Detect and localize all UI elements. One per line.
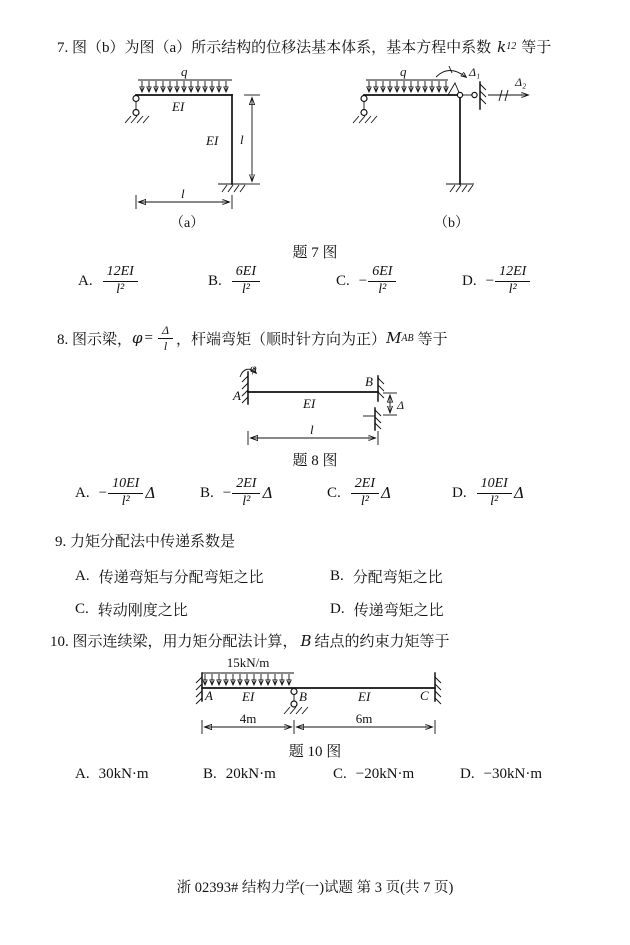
fig-b-caption: （b） <box>434 216 469 231</box>
q7-option-c-denominator: l² <box>378 281 387 297</box>
q10-option-d-letter: D. <box>460 766 475 782</box>
q9-option-c-letter: C. <box>75 601 89 617</box>
q8-option-a-denominator: l² <box>121 493 130 509</box>
fig8-phi-label: φ <box>250 361 257 375</box>
q9-option-a-text: 传递弯矩与分配弯矩之比 <box>98 570 264 586</box>
q8-option-a-sign: − <box>98 484 108 501</box>
q7-figure-b <box>342 64 552 234</box>
fig-b-link-support <box>457 82 486 109</box>
q8-figure-caption: 题 8 图 <box>292 453 338 469</box>
fig-b-delta2-label: Δ₂ <box>515 75 527 89</box>
fig8-span-dimension <box>248 422 378 445</box>
q9-option-a-letter: A. <box>75 568 90 584</box>
fig-a-load-label: q <box>181 64 188 79</box>
q8-option-d-delta: Δ <box>513 484 525 503</box>
fig-b-delta2-arrow <box>488 90 528 101</box>
q10-option-a <box>75 766 149 783</box>
q9-option-c <box>75 599 188 620</box>
q8-option-d <box>452 477 525 509</box>
q8-stem <box>57 324 448 352</box>
q7-option-b-fraction <box>232 265 260 297</box>
q8-option-c-fraction <box>351 477 379 509</box>
q7-option-c-numerator: 6EI <box>368 265 396 282</box>
q7-k-symbol: k <box>497 37 507 56</box>
q7-option-b-numerator: 6EI <box>232 265 260 282</box>
q8-option-a-delta: Δ <box>145 484 157 503</box>
q10-option-d-text: −30kN·m <box>483 766 543 782</box>
q7-option-c-sign: − <box>358 272 368 289</box>
q7-option-a-letter: A. <box>78 272 93 289</box>
fig10-distributed-load <box>202 673 294 685</box>
q8-option-a <box>75 477 156 509</box>
fig-b-left-support <box>353 96 377 124</box>
q8-phi-symbol: φ <box>132 329 143 348</box>
q7-option-d-numerator: 12EI <box>495 265 530 282</box>
q10-option-b <box>203 766 276 783</box>
q7-option-c <box>336 265 396 297</box>
q8-m-symbol: M <box>386 329 402 348</box>
q8-option-d-letter: D. <box>452 484 467 501</box>
q8-option-b-denominator: l² <box>242 493 251 509</box>
q10-option-d <box>460 766 542 783</box>
q10-option-b-letter: B. <box>203 766 217 782</box>
q10-option-c-letter: C. <box>333 766 347 782</box>
q7-option-c-letter: C. <box>336 272 350 289</box>
q8-option-d-numerator: 10EI <box>477 477 512 494</box>
q10-figure <box>192 655 447 743</box>
q10-figure-caption: 题 10 图 <box>288 744 342 760</box>
fig-a-beam-ei-label: EI <box>172 99 185 114</box>
q8-option-c-letter: C. <box>327 484 341 501</box>
q8-equals: = <box>144 329 153 346</box>
q7-stem-text: 7. 图（b）为图（a）所示结构的位移法基本体系，基本方程中系数 <box>57 40 492 56</box>
q7-stem-suffix: 等于 <box>521 40 552 56</box>
fig-a-span-dimension <box>136 186 232 209</box>
q7-option-d-letter: D. <box>462 272 477 289</box>
fig8-delta-label: Δ <box>397 398 405 412</box>
fig-a-height-label: l <box>240 132 244 147</box>
fig10-left-fixed-support <box>196 673 202 704</box>
fig10-ei-right-label: EI <box>358 689 371 704</box>
fig-a-fixed-base <box>218 184 246 192</box>
q10-stem-text: 10. 图示连续梁，用力矩分配法计算， <box>50 634 298 650</box>
q7-option-a-numerator: 12EI <box>103 265 138 282</box>
fig8-delta-dimension <box>383 393 397 415</box>
q8-option-c-denominator: l² <box>360 493 369 509</box>
fig-b-rotation-restraint <box>436 66 466 95</box>
q8-option-c <box>327 477 392 509</box>
q10-stem <box>50 630 450 651</box>
fig-a-column-ei-label: EI <box>206 133 219 148</box>
q8-stem-suffix: 等于 <box>417 331 448 348</box>
q9-option-b-letter: B. <box>330 568 344 584</box>
q8-stem-mid: ，杆端弯矩（顺时针方向为正） <box>176 331 387 348</box>
q8-stem-text: 8. 图示梁， <box>57 331 133 348</box>
q8-option-b-numerator: 2EI <box>232 477 260 494</box>
fig-a-distributed-load <box>138 80 232 92</box>
q10-option-a-text: 30kN·m <box>98 766 149 782</box>
q7-option-b-letter: B. <box>208 272 222 289</box>
q8-option-b <box>200 477 273 509</box>
q8-option-a-numerator: 10EI <box>108 477 143 494</box>
q8-option-c-delta: Δ <box>380 484 392 503</box>
fig10-ei-left-label: EI <box>242 689 255 704</box>
fig8-node-a-label: A <box>233 388 241 403</box>
fig10-node-a-label: A <box>205 688 213 703</box>
q8-option-b-letter: B. <box>200 484 214 501</box>
q9-option-a <box>75 566 264 587</box>
fig10-node-c-label: C <box>420 688 429 703</box>
fig-a-left-support <box>125 96 149 124</box>
q8-stem-frac-denominator: l <box>163 338 168 353</box>
q7-option-d-denominator: l² <box>508 281 517 297</box>
q8-stem-fraction <box>158 324 173 352</box>
fig10-dimensions <box>202 711 435 734</box>
q7-option-d-sign: − <box>485 272 495 289</box>
fig10-dim-right-label: 6m <box>355 711 373 726</box>
q9-option-c-text: 转动刚度之比 <box>97 603 188 619</box>
fig10-right-fixed-support <box>435 673 441 704</box>
q8-option-a-letter: A. <box>75 484 90 501</box>
q10-option-c <box>333 766 414 783</box>
q7-figure-a <box>110 64 300 234</box>
q8-option-b-fraction <box>232 477 260 509</box>
q7-option-a-fraction <box>103 265 138 297</box>
q7-option-a <box>78 265 138 297</box>
q10-option-a-letter: A. <box>75 766 90 782</box>
fig10-load-label: 15kN/m <box>226 655 270 670</box>
q8-option-b-sign: − <box>222 484 232 501</box>
fig10-dim-left-label: 4m <box>239 711 257 726</box>
q8-option-c-numerator: 2EI <box>351 477 379 494</box>
q9-option-b <box>330 566 443 587</box>
q8-option-b-delta: Δ <box>262 484 274 503</box>
q10-option-c-text: −20kN·m <box>355 766 415 782</box>
q7-option-c-fraction <box>368 265 396 297</box>
fig-b-delta1-label: Δ₁ <box>469 65 481 79</box>
q7-option-b <box>208 265 260 297</box>
fig8-node-b-label: B <box>365 374 373 389</box>
q8-stem-frac-numerator: Δ <box>158 324 173 339</box>
q7-option-b-denominator: l² <box>241 281 250 297</box>
q7-figure-caption: 题 7 图 <box>292 245 338 261</box>
q8-option-a-fraction <box>108 477 143 509</box>
q8-option-d-denominator: l² <box>490 493 499 509</box>
q7-option-a-denominator: l² <box>116 281 125 297</box>
q8-option-d-fraction <box>477 477 512 509</box>
q9-stem: 9. 力矩分配法中传递系数是 <box>55 534 236 550</box>
q10-stem-suffix: 结点的约束力矩等于 <box>314 634 450 650</box>
q7-option-d <box>462 265 530 297</box>
fig-b-distributed-load <box>366 80 448 92</box>
q9-option-b-text: 分配弯矩之比 <box>352 570 443 586</box>
q7-k-subscript: 12 <box>506 41 517 52</box>
fig-b-load-label: q <box>400 64 407 79</box>
fig-a-height-dimension <box>240 95 260 184</box>
q10-option-b-text: 20kN·m <box>225 766 276 782</box>
fig-b-fixed-base <box>446 184 474 192</box>
q8-figure <box>200 361 415 456</box>
q7-stem <box>57 36 551 57</box>
fig8-ei-label: EI <box>303 396 316 411</box>
fig10-node-b-label: B <box>299 689 307 704</box>
q8-m-subscript: AB <box>401 332 414 344</box>
page-footer: 浙 02393# 结构力学(一)试题 第 3 页(共 7 页) <box>176 880 454 896</box>
q10-b-symbol: B <box>300 631 312 650</box>
fig-a-caption: （a） <box>170 216 205 231</box>
q9-option-d <box>330 599 444 620</box>
fig8-right-upper-support <box>378 376 384 401</box>
q7-option-d-fraction <box>495 265 530 297</box>
q9-option-d-text: 传递弯矩之比 <box>353 603 444 619</box>
fig-a-span-label: l <box>181 186 185 201</box>
q9-option-d-letter: D. <box>330 601 345 617</box>
fig8-span-label: l <box>310 422 314 437</box>
fig8-right-lower-support <box>363 408 381 430</box>
